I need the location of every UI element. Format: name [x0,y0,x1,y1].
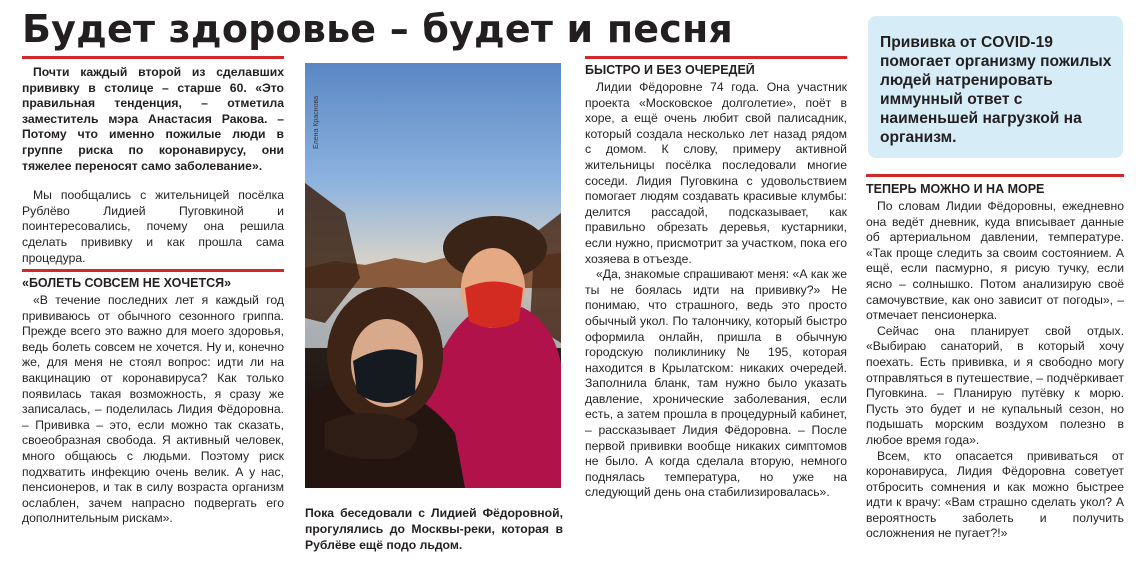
column-4 [866,182,1124,577]
mask-red [465,282,523,329]
rule-col4-top [866,174,1124,177]
col3-paragraph-2: «Да, знакомые спрашивают меня: «А как же ты не боялась идти на прививку?» Не понимаю, что страшного, ведь это просто обычный укол. По талончику, который быстро оформила онлайн, пришла в обычную городскую поликлинику № 195, которая находится в Крылатском: никаких очередей. Заполнила бланк, там нужно было указать давление, хронические заболевания, если есть, а затем прошла в процедурный кабинет, – рассказывает Лидия Фёдоровна. – После первой прививки вообще никаких симптомов не было. А когда сделала вторую, немного поднялась температура, но уже на следующий день она стабилизировалась». [585,267,847,500]
column-3 [585,63,847,577]
section-title-2: БЫСТРО И БЕЗ ОЧЕРЕДЕЙ [585,63,755,77]
col3-paragraph-1: Лидии Фёдоровне 74 года. Она участник проекта «Московское долголетие», поёт в хоре, а ещё очень любит свой палисадник, который создала несколько лет назад рядом с домом. К слову, примеру активной жительницы посёлка последовали многие соседи. Лидия Пуговкина с удовольствием помогает людям создавать красивые клумбы: делится рассадой, подсказывает, как правильно обрезать деревья, кустарники, если нужно, присмотрит за участком, пока его хозяева в отъезде. [585,80,847,266]
callout-text: Прививка от COVID-19 помогает организму пожилых людей натренировать иммунный ответ с наименьшей нагрузкой на организм. [880,34,1112,146]
section-1-body: «В течение последних лет я каждый год прививаюсь от обычного сезонного гриппа. Прежде всего это важно для моего здоровья, ведь болеть совсем не хочется. Ну и, конечно же, для меня не стоял вопрос: идти ли на вакцинацию от коронавируса? Как только появилась такая возможность, я сразу же записалась, – поделилась Лидия Фёдоровна. – Прививка – это, если можно так сказать, своеобразная свобода. Я активный человек, много общаюсь с людьми. Поэтому риск подхватить инфекцию очень велик. А у нас, пенсионеров, и так в силу возраста организм ослаблен, зачем напрасно подвергать его дополнительным рискам». [22,293,284,526]
column-1-section [22,276,284,576]
intro-paragraph: Мы пообщались с жительницей посёлка Рублёво Лидией Пуговкиной и поинтересовались, почему она решила сделать прививку и как прошла сама процедура. [22,188,284,265]
fur-collar [325,413,418,459]
callout-box [868,16,1123,158]
section-title-3: ТЕПЕРЬ МОЖНО И НА МОРЕ [866,182,1045,196]
column-1-top [22,65,284,265]
section-title-1: «БОЛЕТЬ СОВСЕМ НЕ ХОЧЕТСЯ» [22,276,232,290]
col4-paragraph-3: Всем, кто опасается прививаться от коронавируса, Лидия Фёдоровна советует отбросить сомнения и как можно быстрее идти к врачу: «Вам страшно сделать укол? А вероятность заболеть и получить осложнения не пугает?!» [866,448,1124,541]
mask-black [353,349,417,403]
rule-col1-section [22,269,284,272]
headline: Будет здоровье – будет и песня [22,7,734,51]
rule-col1-top [22,56,284,59]
rule-col3-top [585,56,847,59]
photo-illustration [305,63,561,488]
col4-paragraph-2: Сейчас она планирует свой отдых. «Выбираю санаторий, в который хочу поехать. Есть прививка, и я свободно могу отправляться в путешествие, – подчёркивает Пуговкина. – Планирую путёвку к морю. Пусть это будет и не купальный сезон, но подышать морским воздухом полезно в любое время года». [866,323,1124,447]
photo [305,63,561,488]
photo-credit: Елена Краснова [313,95,320,149]
col4-paragraph-1: По словам Лидии Фёдоровны, ежедневно она ведёт дневник, куда вписывает данные об артериальном давлении, температуре. «Так проще следить за своим состоянием. А ещё, если пасмурно, я рисую тучку, если ясно – солнышко. Потом анализирую своё самочувствие, как оно зависит от погоды», – отмечает пенсионерка. [866,199,1124,323]
lead-paragraph: Почти каждый второй из сделавших прививку в столице – старше 60. «Это правильная тенденция, – отметила заместитель мэра Анастасия Ракова. – Потому что именно пожилые люди в группе риска по коронавирусу, они тяжелее переносят само заболевание». [22,65,284,173]
photo-caption: Пока беседовали с Лидией Фёдоровной, прогулялись до Москвы-реки, которая в Рублёве ещё подо льдом. [305,506,563,552]
